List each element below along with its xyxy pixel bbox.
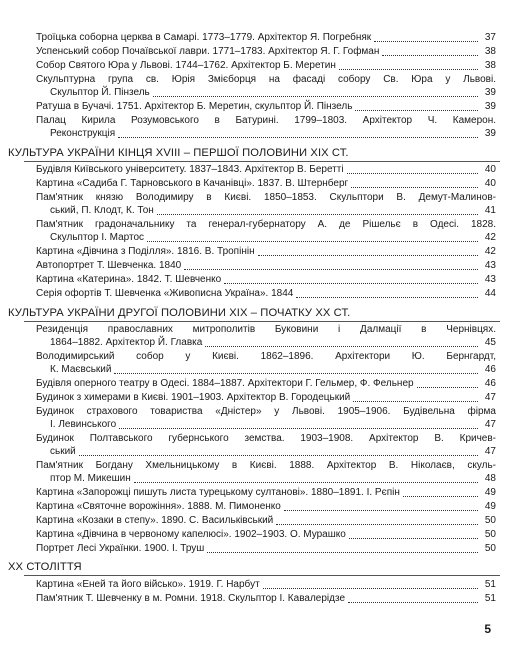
toc-entry: Пам'ятник градоначальнику та генерал-губернатору А. де Рішельє в Одесі. 1828. Скульптор І. Мартос 42	[36, 219, 496, 243]
toc-entry: Скульптурна група св. Юрія Змієборця на фасаді собору Св. Юра у Львові. Скульптор Й. Пінзель 39	[36, 74, 496, 98]
toc-entry: Картина «Еней та його військо». 1919. Г. Нарбут 51	[36, 579, 496, 590]
section-rule	[24, 161, 500, 162]
section-title: КУЛЬТУРА УКРАЇНИ ДРУГОЇ ПОЛОВИНИ XIX – ПОЧАТКУ XX СТ.	[8, 307, 351, 319]
section-title: XX СТОЛІТТЯ	[8, 561, 82, 573]
toc-entry: Картина «Дівчина в червоному капелюсі». 1902–1903. О. Мурашко 50	[36, 529, 496, 540]
toc-entry: Портрет Лесі Українки. 1900. І. Труш 50	[36, 543, 496, 554]
toc-entry: Пам'ятник Т. Шевченку в м. Ромни. 1918. Скульптор І. Кавалерідзе 51	[36, 593, 496, 604]
toc-entry: Картина «Катерина». 1842. Т. Шевченко 43	[36, 274, 496, 285]
toc-entry: Будинок страхового товариства «Дністер» у Львові. 1905–1906. Будівельна фірма І. Левинського 47	[36, 406, 496, 430]
page-number: 5	[484, 622, 491, 636]
toc-entry: Успенський собор Почаївської лаври. 1771–1783. Архітектор Я. Г. Гофман 38	[36, 46, 496, 57]
toc-entry: Картина «Запорожці пишуть листа турецькому султанові». 1880–1891. І. Рєпін 49	[36, 487, 496, 498]
toc-entry: Картина «Дівчина з Поділля». 1816. В. Тропінін 42	[36, 246, 496, 257]
toc-entry: Троїцька соборна церква в Самарі. 1773–1779. Архітектор Я. Погребняк 37	[36, 32, 496, 43]
toc-entry: Ратуша в Бучачі. 1751. Архітектор Б. Меретин, скульптор Й. Пінзель 39	[36, 101, 496, 112]
toc-entry: Будівля Київського університету. 1837–1843. Архітектор В. Беретті 40	[36, 164, 496, 175]
toc-entry: Собор Святого Юра у Львові. 1744–1762. Архітектор Б. Меретин 38	[36, 60, 496, 71]
section-title: КУЛЬТУРА УКРАЇНИ КІНЦЯ XVIII – ПЕРШОЇ ПОЛОВИНИ XIX СТ.	[8, 147, 349, 159]
toc-entry: Серія офортів Т. Шевченка «Живописна Україна». 1844 44	[36, 288, 496, 299]
toc-entry: Будинок з химерами в Києві. 1901–1903. Архітектор В. Городецький 47	[36, 392, 496, 403]
toc-entry: Резиденція православних митрополитів Буковини і Далмації в Чернівцях. 1864–1882. Архітектор Й. Главка 45	[36, 324, 496, 348]
section-rule	[24, 321, 500, 322]
toc-entry: Палац Кирила Розумовського в Батурині. 1799–1803. Архітектор Ч. Камерон. Реконструкція 39	[36, 115, 496, 139]
toc-entry: Картина «Садиба Г. Тарновського в Качанівці». 1837. В. Штернберг 40	[36, 178, 496, 189]
section-rule	[24, 575, 500, 576]
toc-entry: Пам'ятник князю Володимиру в Києві. 1850–1853. Скульптори В. Демут-Малинов- ський, П. Клодт, К. Тон 41	[36, 192, 496, 216]
toc-entry: Автопортрет Т. Шевченка. 1840 43	[36, 260, 496, 271]
toc-entry: Картина «Козаки в степу». 1890. С. Васильківський 50	[36, 515, 496, 526]
toc-entry: Володимирський собор у Києві. 1862–1896. Архітектори Ю. Бернгардт, К. Маєвський 46	[36, 351, 496, 375]
toc-entry: Картина «Святочне ворожіння». 1888. М. Пимоненко 49	[36, 501, 496, 512]
toc-entry: Будинок Полтавського губернського земства. 1903–1908. Архітектор В. Кричев- ський 47	[36, 433, 496, 457]
toc-entry: Будівля оперного театру в Одесі. 1884–1887. Архітектори Г. Гельмер, Ф. Фельнер 46	[36, 378, 496, 389]
toc-entry: Пам'ятник Богдану Хмельницькому в Києві. 1888. Архітектор В. Ніколаєв, скуль- птор М. Микешин 48	[36, 460, 496, 484]
